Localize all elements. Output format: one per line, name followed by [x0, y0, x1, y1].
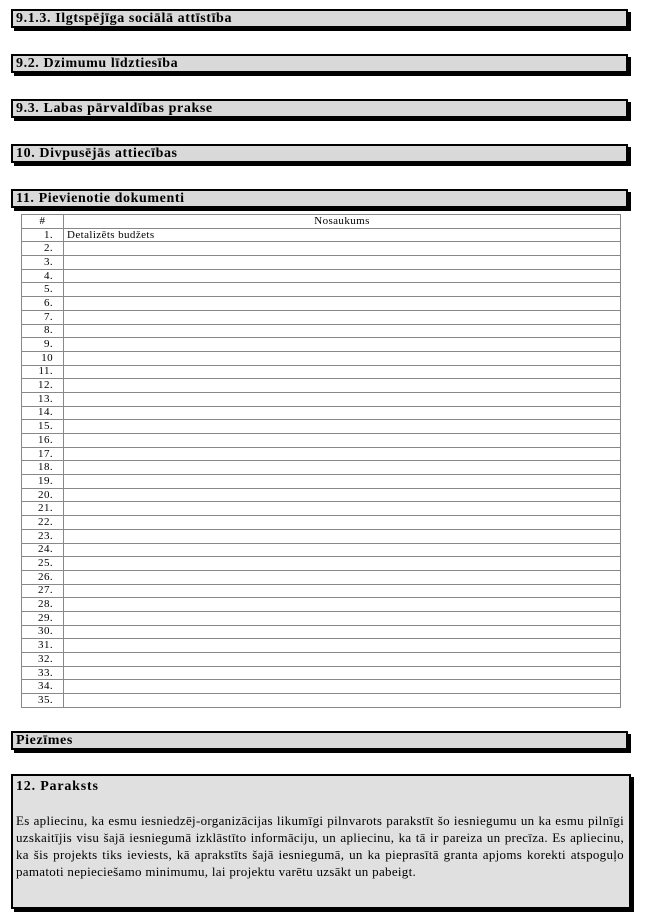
table-row: [22, 434, 621, 448]
document-title-cell[interactable]: [64, 475, 621, 489]
table-row: [22, 365, 621, 379]
row-number: 25.: [22, 557, 64, 571]
document-title-cell[interactable]: [64, 379, 621, 393]
document-title-cell[interactable]: [64, 351, 621, 365]
document-title-cell[interactable]: [64, 570, 621, 584]
row-number: 26.: [22, 570, 64, 584]
document-title-cell[interactable]: [64, 420, 621, 434]
document-title-cell[interactable]: [64, 653, 621, 667]
row-number: 18.: [22, 461, 64, 475]
table-row: [22, 570, 621, 584]
document-title-cell[interactable]: [64, 557, 621, 571]
document-title-cell[interactable]: Detalizēts budžets: [64, 228, 621, 242]
row-number: 2.: [22, 242, 64, 256]
table-row: [22, 680, 621, 694]
row-number: 15.: [22, 420, 64, 434]
document-title-cell[interactable]: [64, 516, 621, 530]
table-row: [22, 351, 621, 365]
document-title-cell[interactable]: [64, 529, 621, 543]
section-heading-bilateral-relations: 10. Divpusējās attiecības: [11, 144, 628, 163]
table-row: [22, 379, 621, 393]
table-row: [22, 653, 621, 667]
section-heading-gender-equality: 9.2. Dzimumu līdztiesība: [11, 54, 628, 73]
row-number: 10: [22, 351, 64, 365]
table-row: [22, 611, 621, 625]
document-title-cell[interactable]: [64, 666, 621, 680]
table-row: [22, 228, 621, 242]
table-row: [22, 625, 621, 639]
table-row: [22, 461, 621, 475]
document-title-cell[interactable]: [64, 502, 621, 516]
document-title-cell[interactable]: [64, 543, 621, 557]
row-number: 7.: [22, 310, 64, 324]
row-number: 1.: [22, 228, 64, 242]
row-number: 19.: [22, 475, 64, 489]
table-row: [22, 557, 621, 571]
row-number: 22.: [22, 516, 64, 530]
table-row: [22, 543, 621, 557]
table-row: [22, 269, 621, 283]
document-title-cell[interactable]: [64, 461, 621, 475]
section-heading-attached-documents: 11. Pievienotie dokumenti: [11, 189, 628, 208]
table-row: [22, 283, 621, 297]
table-row: [22, 529, 621, 543]
row-number: 9.: [22, 338, 64, 352]
table-row: [22, 639, 621, 653]
document-title-cell[interactable]: [64, 365, 621, 379]
row-number: 27.: [22, 584, 64, 598]
document-title-cell[interactable]: [64, 694, 621, 708]
section-heading-good-governance: 9.3. Labas pārvaldības prakse: [11, 99, 628, 118]
row-number: 12.: [22, 379, 64, 393]
table-row: [22, 598, 621, 612]
row-number: 29.: [22, 611, 64, 625]
row-number: 17.: [22, 447, 64, 461]
document-title-cell[interactable]: [64, 324, 621, 338]
row-number: 16.: [22, 434, 64, 448]
table-row: [22, 694, 621, 708]
table-row: [22, 392, 621, 406]
document-title-cell[interactable]: [64, 242, 621, 256]
document-title-cell[interactable]: [64, 392, 621, 406]
column-header-number: #: [22, 215, 64, 229]
row-number: 31.: [22, 639, 64, 653]
row-number: 3.: [22, 256, 64, 270]
document-title-cell[interactable]: [64, 283, 621, 297]
table-row: [22, 297, 621, 311]
signature-declaration-text: Es apliecinu, ka esmu iesniedzēj-organizācijas likumīgi pilnvarots parakstīt šo iesniegumu un ka esmu pilnīgi uzskaitījis visu šajā iesniegumā izklāstīto informāciju, un apliecinu, ka tā ir pareiza un precīza. Es apliecinu, ka šis projekts tiks ieviests, kā aprakstīts šajā iesniegumā, un ka pieprasītā granta apjoms korekti atspoguļo pamatoti nepieciešamo minimumu, lai projektu varētu uzsākt un pabeigt.: [16, 813, 624, 879]
table-row: [22, 310, 621, 324]
document-title-cell[interactable]: [64, 434, 621, 448]
table-row: [22, 666, 621, 680]
row-number: 8.: [22, 324, 64, 338]
row-number: 13.: [22, 392, 64, 406]
row-number: 34.: [22, 680, 64, 694]
table-row: [22, 256, 621, 270]
row-number: 11.: [22, 365, 64, 379]
document-title-cell[interactable]: [64, 488, 621, 502]
signature-section: [11, 774, 631, 909]
table-row: [22, 488, 621, 502]
document-title-cell[interactable]: [64, 639, 621, 653]
table-row: [22, 406, 621, 420]
table-header-row: [22, 215, 621, 229]
document-title-cell[interactable]: [64, 338, 621, 352]
document-title-cell[interactable]: [64, 584, 621, 598]
table-row: [22, 516, 621, 530]
row-number: 5.: [22, 283, 64, 297]
row-number: 32.: [22, 653, 64, 667]
row-number: 14.: [22, 406, 64, 420]
table-row: [22, 447, 621, 461]
row-number: 6.: [22, 297, 64, 311]
document-title-cell[interactable]: [64, 611, 621, 625]
signature-title: 12. Paraksts: [16, 779, 99, 794]
document-title-cell[interactable]: [64, 406, 621, 420]
table-row: [22, 502, 621, 516]
document-title-cell[interactable]: [64, 310, 621, 324]
table-row: [22, 420, 621, 434]
row-number: 4.: [22, 269, 64, 283]
column-header-title: Nosaukums: [64, 215, 621, 229]
document-title-cell[interactable]: [64, 447, 621, 461]
attached-documents-table: [21, 214, 621, 708]
row-number: 23.: [22, 529, 64, 543]
table-row: [22, 475, 621, 489]
row-number: 33.: [22, 666, 64, 680]
row-number: 35.: [22, 694, 64, 708]
document-title-cell[interactable]: [64, 297, 621, 311]
document-title-cell[interactable]: [64, 269, 621, 283]
row-number: 21.: [22, 502, 64, 516]
row-number: 30.: [22, 625, 64, 639]
document-title-cell[interactable]: [64, 256, 621, 270]
section-heading-sustainable-social-development: 9.1.3. Ilgtspējīga sociālā attīstība: [11, 9, 628, 28]
table-row: [22, 338, 621, 352]
table-row: [22, 324, 621, 338]
row-number: 28.: [22, 598, 64, 612]
document-title-cell[interactable]: [64, 625, 621, 639]
document-title-cell[interactable]: [64, 680, 621, 694]
row-number: 20.: [22, 488, 64, 502]
table-row: [22, 242, 621, 256]
section-heading-notes: Piezīmes: [11, 731, 628, 750]
table-row: [22, 584, 621, 598]
row-number: 24.: [22, 543, 64, 557]
document-title-cell[interactable]: [64, 598, 621, 612]
